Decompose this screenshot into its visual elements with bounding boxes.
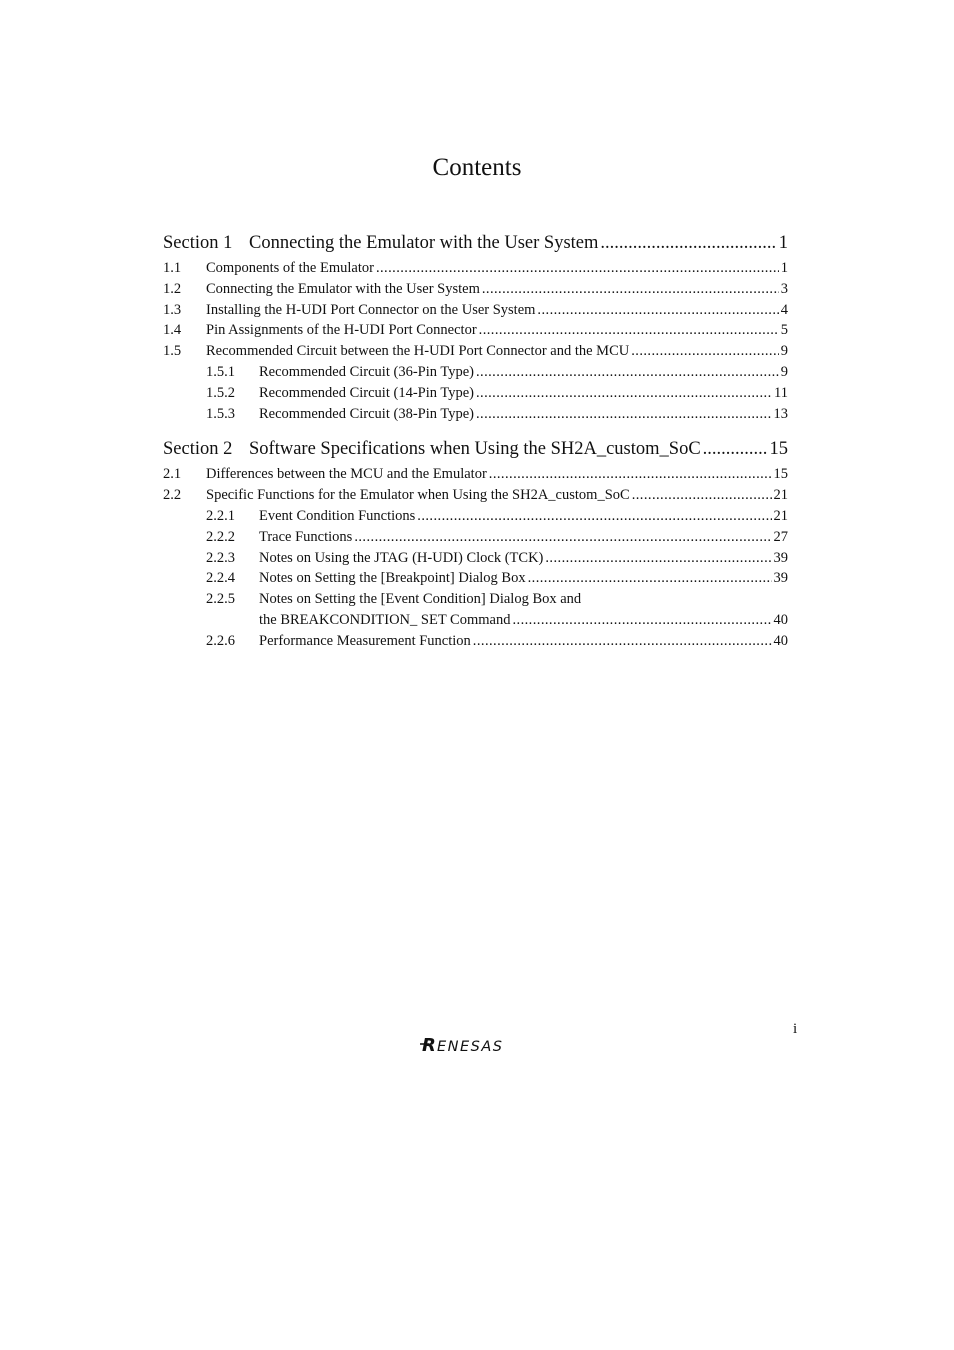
toc-entry-2-2-6[interactable] <box>163 631 788 652</box>
renesas-logo <box>420 1034 542 1059</box>
entry-title: Notes on Using the JTAG (H-UDI) Clock (TCK) <box>259 549 544 566</box>
leader-dots <box>537 300 778 321</box>
entry-title: Pin Assignments of the H-UDI Port Connector <box>206 322 477 339</box>
entry-page: 27 <box>773 528 788 545</box>
entry-page: 13 <box>773 405 788 422</box>
entry-number: 2.2.4 <box>206 570 235 587</box>
leader-dots <box>476 404 772 425</box>
section-number: Section 2 <box>163 439 233 460</box>
entry-number: 2.2.5 <box>206 591 235 608</box>
toc-section-1[interactable] <box>163 228 788 258</box>
entry-page: 39 <box>773 570 788 587</box>
entry-number: 2.2.1 <box>206 507 235 524</box>
entry-title: Components of the Emulator <box>206 260 374 276</box>
entry-title: Notes on Setting the [Event Condition] Dialog Box and <box>259 591 582 608</box>
entry-title-continued: the BREAKCONDITION_ SET Command <box>259 611 511 628</box>
toc-entry-1-4[interactable] <box>163 320 788 341</box>
entry-number: 2.2.2 <box>206 528 235 545</box>
table-of-contents <box>163 228 788 652</box>
entry-page: 21 <box>773 507 788 524</box>
renesas-logo-mark <box>420 1034 542 1054</box>
toc-entry-1-5-3[interactable] <box>163 404 788 425</box>
entry-number: 1.5 <box>163 343 182 360</box>
section-title: Connecting the Emulator with the User System <box>249 233 599 253</box>
leader-dots <box>476 362 779 383</box>
entry-page: 9 <box>780 343 788 360</box>
toc-entry-1-5-2[interactable] <box>163 383 788 404</box>
entry-number: 1.1 <box>163 260 182 276</box>
page-number: i <box>793 1021 798 1037</box>
leader-dots <box>417 506 771 527</box>
toc-entry-1-5[interactable] <box>163 341 788 362</box>
toc-entry-2-2-1[interactable] <box>163 506 788 527</box>
entry-number: 1.5.3 <box>206 405 235 422</box>
toc-entry-2-2-4[interactable] <box>163 568 788 589</box>
leader-dots <box>600 228 776 258</box>
leader-dots <box>703 434 768 464</box>
entry-page: 40 <box>773 632 788 649</box>
svg-text:R: R <box>422 1035 437 1054</box>
leader-dots <box>479 320 779 341</box>
entry-number: 2.2.6 <box>206 632 235 649</box>
toc-entry-1-5-1[interactable] <box>163 362 788 383</box>
section-title: Software Specifications when Using the SH2A_custom_SoC <box>249 439 701 460</box>
toc-entry-2-2-5-continued[interactable] <box>163 610 788 631</box>
entry-title: Recommended Circuit (38-Pin Type) <box>259 405 474 422</box>
entry-title: Installing the H-UDI Port Connector on the User System <box>206 301 536 318</box>
entry-number: 2.1 <box>163 466 182 483</box>
entry-number: 2.2.3 <box>206 549 235 566</box>
entry-number: 1.2 <box>163 280 182 297</box>
entry-number: 2.2 <box>163 487 182 504</box>
toc-entry-2-2[interactable] <box>163 485 788 506</box>
entry-title: Performance Measurement Function <box>259 632 471 649</box>
toc-entry-2-1[interactable] <box>163 464 788 485</box>
entry-page: 21 <box>773 487 788 504</box>
entry-page: 11 <box>774 384 788 401</box>
leader-dots <box>482 279 779 300</box>
entry-number: 1.3 <box>163 301 182 318</box>
entry-page: 5 <box>780 322 788 339</box>
entry-title: Notes on Setting the [Breakpoint] Dialog Box <box>259 570 526 587</box>
toc-entry-2-2-2[interactable] <box>163 527 788 548</box>
leader-dots <box>376 258 779 279</box>
leader-dots <box>512 610 771 631</box>
toc-entry-1-1[interactable] <box>163 258 788 279</box>
toc-entry-1-3[interactable] <box>163 300 788 321</box>
leader-dots <box>631 341 779 362</box>
entry-title: Connecting the Emulator with the User System <box>206 280 480 297</box>
toc-entry-2-2-5[interactable] <box>163 589 788 610</box>
toc-entry-1-2[interactable] <box>163 279 788 300</box>
entry-page: 9 <box>780 363 788 380</box>
leader-dots <box>489 464 772 485</box>
logo-text: ENESAS <box>437 1039 504 1054</box>
toc-section-2[interactable] <box>163 434 788 464</box>
toc-entry-2-2-3[interactable] <box>163 548 788 569</box>
entry-title: Recommended Circuit between the H-UDI Port Connector and the MCU <box>206 343 630 360</box>
entry-page: 15 <box>773 466 788 483</box>
leader-dots <box>545 548 771 569</box>
entry-title: Event Condition Functions <box>259 507 416 524</box>
entry-title: Recommended Circuit (14-Pin Type) <box>259 384 474 401</box>
leader-dots <box>473 631 772 652</box>
leader-dots <box>354 527 771 548</box>
section-page: 15 <box>769 439 788 460</box>
section-number: Section 1 <box>163 233 233 253</box>
entry-title: Differences between the MCU and the Emulator <box>206 466 487 483</box>
entry-title: Specific Functions for the Emulator when Using the SH2A_custom_SoC <box>206 487 630 504</box>
entry-page: 1 <box>780 260 788 276</box>
leader-dots <box>632 485 772 506</box>
entry-title: Trace Functions <box>259 528 353 545</box>
entry-number: 1.5.1 <box>206 363 235 380</box>
leader-dots <box>528 568 772 589</box>
entry-number: 1.4 <box>163 322 182 339</box>
entry-page: 3 <box>780 280 788 297</box>
entry-page: 4 <box>780 301 788 318</box>
entry-title: Recommended Circuit (36-Pin Type) <box>259 363 474 380</box>
leader-dots <box>476 383 772 404</box>
entry-page: 40 <box>773 611 788 628</box>
entry-page: 39 <box>773 549 788 566</box>
entry-number: 1.5.2 <box>206 384 235 401</box>
page-title: Contents <box>432 154 522 181</box>
section-page: 1 <box>778 233 788 253</box>
